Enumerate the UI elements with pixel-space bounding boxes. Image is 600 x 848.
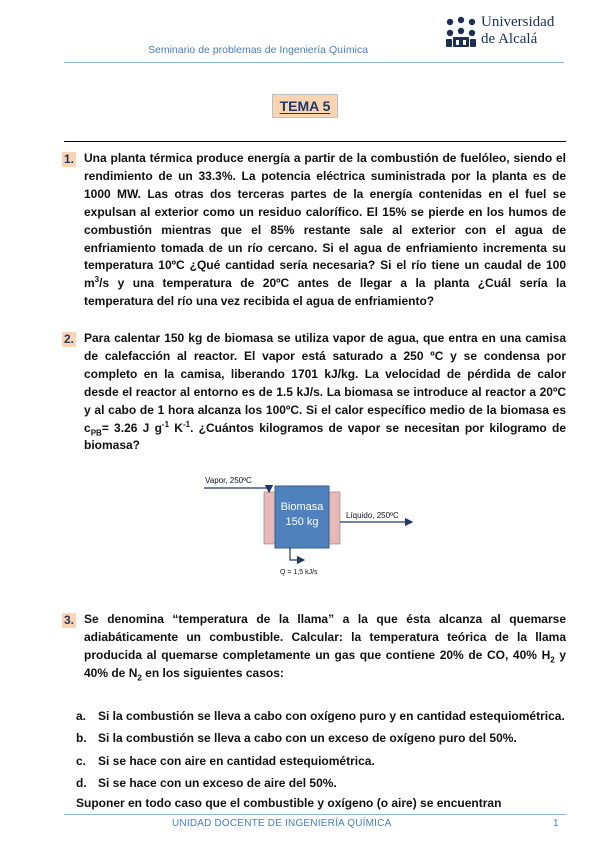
logo-line-1: Universidad (481, 14, 555, 30)
header-title: Seminario de problemas de Ingeniería Química (148, 44, 369, 56)
university-crest-icon (444, 16, 478, 50)
heat-label: Q = 1,5 kJ/s (280, 569, 318, 576)
problem-2-text: Para calentar 150 kg de biomasa se utiliza vapor de agua, que entra en una camisa de calefacción al reactor. El vapor está saturado a 250 ºC y se condensa por completo en la camisa, liberando 1701 kJ/kg. La velocidad de pérdida de calor desde el reactor al entorno es de 1.5 kJ/s. La biomasa se introduce al reactor a 20ºC y al cabo de 1 hora alcanza los 100ºC. Si el calor específico medio de la biomasa es $c_{PB}= 3.26$ J $g^{-1}$ $K^{-1}$. ¿Cuántos kilogramos de vapor se necesitan por kilogramo de biomasa? (84, 331, 567, 453)
logo-line-2: de Alcalá (481, 31, 538, 47)
closing-text: Suponer en todo caso que el combustible y oxígeno (o aire) se encuentran (76, 796, 502, 810)
header-rule (64, 62, 564, 63)
problem-3-cases (76, 705, 566, 794)
reactor-diagram (200, 470, 430, 580)
page-number: 1 (553, 818, 559, 829)
jacket-left (264, 492, 275, 544)
university-logo (440, 14, 560, 54)
case-item: b. Si la combustión se lleva a cabo con un exceso de oxígeno puro del 50%. (76, 731, 517, 746)
box-label-2: 150 kg (285, 516, 319, 528)
jacket-right (329, 492, 340, 544)
section-divider (64, 141, 566, 142)
liquid-label: Líquido, 250ºC (346, 511, 399, 520)
topic-badge: TEMA 5 (272, 94, 338, 118)
problem-2-number: 2. (64, 332, 75, 346)
case-item: d. Si se hace con un exceso de aire del 50%. (76, 775, 337, 790)
heat-loss-arrow (290, 548, 304, 560)
vapor-label: Vapor, 250ºC (205, 476, 252, 485)
case-item: a. Si la combustión se lleva a cabo con oxígeno puro y en cantidad estequiométrica. (76, 709, 565, 723)
problem-1-text: Una planta térmica produce energía a partir de la combustión de fuelóleo, siendo el rendimiento de un 33.3%. La potencia eléctrica suministrada por la planta es de 1000 MW. Las otras dos terceras partes de la energía contenidas en el fuel se expulsan al exterior como un residuo calorífico. El 15% se pierde en los humos de combustión mientras que el 85% restante sale al exterior con el agua de enfriamiento tomada de un río cercano. Si el agua de enfriamiento incrementa su temperatura 10ºC ¿Qué cantidad sería necesaria? Si el río tiene un caudal de 100 $m^3/s$ y una temperatura de 20ºC antes de llegar a la planta ¿Cuál sería la temperatura del río una vez recibida el agua de enfriamiento? (84, 151, 566, 309)
box-label-1: Biomasa (280, 501, 324, 513)
case-item: c. Si se hace con aire en cantidad estequiométrica. (76, 753, 375, 768)
problem-1-number: 1. (64, 152, 75, 166)
footer-rule (64, 814, 566, 815)
problem-3-text: Se denomina “temperatura de la llama” a la que ésta alcanza al quemarse adiabáticamente un combustible. Calcular: la temperatura teórica de la llama producida al quemarse completamente un gas que contiene 20% de CO, 40% $H_2$ y 40% de $N_2$ en los siguientes casos: (84, 612, 566, 683)
footer-text: UNIDAD DOCENTE DE INGENIERÍA QUÍMICA (172, 818, 392, 829)
problem-3-number: 3. (64, 613, 75, 627)
vapor-inlet-arrow (204, 488, 269, 492)
